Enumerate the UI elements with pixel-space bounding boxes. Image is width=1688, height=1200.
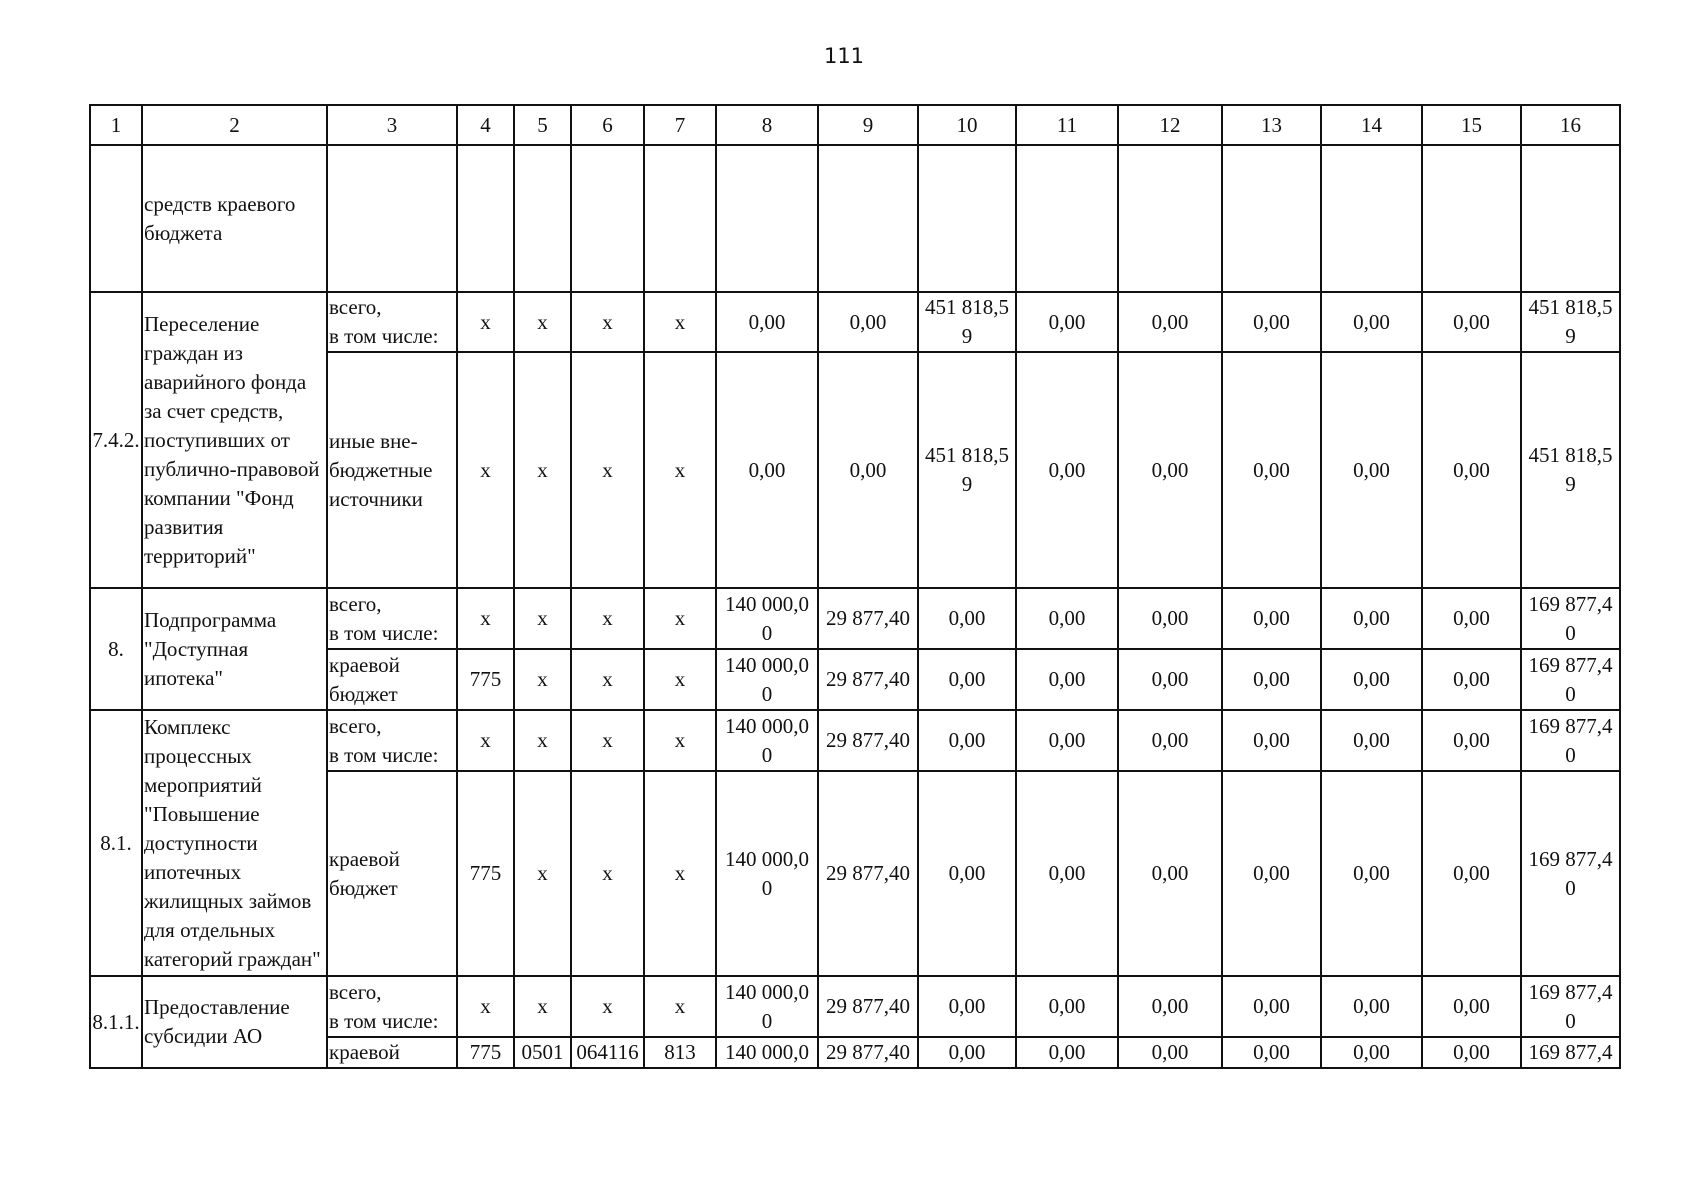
cell: x xyxy=(514,771,571,976)
item-name: Комплекс процессных мероприятий "Повышение доступности ипотечных жилищных займов для отдельных категорий граждан" xyxy=(142,710,327,976)
funding-source: всего, в том числе: xyxy=(327,976,457,1037)
cell: 0,00 xyxy=(1222,588,1321,649)
item-number: 7.4.2. xyxy=(90,292,142,588)
cell: 0,00 xyxy=(1016,771,1118,976)
header-cell: 1 xyxy=(90,105,142,145)
cell: x xyxy=(457,976,514,1037)
item-number: 8.1. xyxy=(90,710,142,976)
header-cell: 13 xyxy=(1222,105,1321,145)
cell: 0,00 xyxy=(1422,649,1521,710)
cell: 0,00 xyxy=(918,771,1016,976)
cell: 0501 xyxy=(514,1037,571,1068)
cell: 169 877,4 0 xyxy=(1521,771,1620,976)
funding-source: всего, в том числе: xyxy=(327,710,457,771)
cell: 0,00 xyxy=(1118,771,1222,976)
cell xyxy=(1222,145,1321,292)
cell: x xyxy=(571,352,644,588)
header-cell: 8 xyxy=(716,105,818,145)
cell: x xyxy=(571,771,644,976)
cell: 451 818,5 9 xyxy=(1521,292,1620,352)
item-number: 8.1.1. xyxy=(90,976,142,1068)
cell: 0,00 xyxy=(1422,976,1521,1037)
cell xyxy=(571,145,644,292)
cell: x xyxy=(514,352,571,588)
cell: x xyxy=(514,649,571,710)
cell: 0,00 xyxy=(1222,710,1321,771)
cell: 0,00 xyxy=(1222,771,1321,976)
header-cell: 15 xyxy=(1422,105,1521,145)
cell: 0,00 xyxy=(1321,771,1422,976)
cell: 140 000,0 0 xyxy=(716,771,818,976)
item-name: Предоставление субсидии АО xyxy=(142,976,327,1068)
cell: 0,00 xyxy=(1118,649,1222,710)
cell: 140 000,0 0 xyxy=(716,710,818,771)
cell: 0,00 xyxy=(818,292,918,352)
cell: 0,00 xyxy=(1222,1037,1321,1068)
cell: 0,00 xyxy=(918,649,1016,710)
cell: 140 000,0 0 xyxy=(716,588,818,649)
cell: x xyxy=(644,710,716,771)
header-cell: 6 xyxy=(571,105,644,145)
cell: 0,00 xyxy=(1016,352,1118,588)
cell: 29 877,40 xyxy=(818,771,918,976)
cell: x xyxy=(457,292,514,352)
cell xyxy=(1521,145,1620,292)
cell: 0,00 xyxy=(1422,771,1521,976)
cell: 775 xyxy=(457,649,514,710)
cell: x xyxy=(457,588,514,649)
cell: x xyxy=(644,588,716,649)
cell xyxy=(327,145,457,292)
funding-source: краевой xyxy=(327,1037,457,1068)
cell: 451 818,5 9 xyxy=(918,292,1016,352)
table-row xyxy=(90,145,1620,292)
header-cell: 9 xyxy=(818,105,918,145)
cell: 169 877,4 0 xyxy=(1521,710,1620,771)
cell xyxy=(90,145,142,292)
cell: 813 xyxy=(644,1037,716,1068)
table-row xyxy=(90,976,1620,1037)
funding-source: краевой бюджет xyxy=(327,771,457,976)
header-cell: 5 xyxy=(514,105,571,145)
cell xyxy=(716,145,818,292)
cell xyxy=(1016,145,1118,292)
cell: 0,00 xyxy=(1321,976,1422,1037)
cell xyxy=(514,145,571,292)
cell: x xyxy=(571,976,644,1037)
cell: 0,00 xyxy=(1118,352,1222,588)
cell: 169 877,4 xyxy=(1521,1037,1620,1068)
cell: 0,00 xyxy=(1016,710,1118,771)
cell: x xyxy=(644,771,716,976)
cell: 0,00 xyxy=(918,1037,1016,1068)
cell xyxy=(918,145,1016,292)
cell: 0,00 xyxy=(918,710,1016,771)
header-row xyxy=(90,105,1620,145)
cell: 775 xyxy=(457,771,514,976)
cell xyxy=(644,145,716,292)
cell: 0,00 xyxy=(1222,649,1321,710)
cell: 451 818,5 9 xyxy=(1521,352,1620,588)
header-cell: 10 xyxy=(918,105,1016,145)
cell: 0,00 xyxy=(1016,649,1118,710)
cell: 0,00 xyxy=(918,588,1016,649)
cell: 140 000,0 xyxy=(716,1037,818,1068)
funding-source: иные вне- бюджетные источники xyxy=(327,352,457,588)
cell xyxy=(457,145,514,292)
item-number: 8. xyxy=(90,588,142,710)
header-cell: 16 xyxy=(1521,105,1620,145)
cell: 775 xyxy=(457,1037,514,1068)
cell: x xyxy=(644,352,716,588)
cell: 0,00 xyxy=(1422,1037,1521,1068)
cell: 0,00 xyxy=(1321,649,1422,710)
cell: 0,00 xyxy=(1321,588,1422,649)
cell: 0,00 xyxy=(1321,710,1422,771)
cell: 29 877,40 xyxy=(818,649,918,710)
header-cell: 2 xyxy=(142,105,327,145)
funding-source: всего, в том числе: xyxy=(327,292,457,352)
cell: x xyxy=(457,710,514,771)
cell: 0,00 xyxy=(1422,352,1521,588)
header-cell: 12 xyxy=(1118,105,1222,145)
cell: 169 877,4 0 xyxy=(1521,976,1620,1037)
cell: 0,00 xyxy=(1321,352,1422,588)
cell: x xyxy=(514,292,571,352)
cell: 0,00 xyxy=(1016,976,1118,1037)
funding-source: краевой бюджет xyxy=(327,649,457,710)
cell: x xyxy=(644,976,716,1037)
cell: 0,00 xyxy=(1118,1037,1222,1068)
cell: 0,00 xyxy=(1321,292,1422,352)
cell: x xyxy=(514,588,571,649)
cell: 0,00 xyxy=(1118,292,1222,352)
cell: 29 877,40 xyxy=(818,1037,918,1068)
cell: 169 877,4 0 xyxy=(1521,588,1620,649)
cell xyxy=(1422,145,1521,292)
cell: 451 818,5 9 xyxy=(918,352,1016,588)
item-name: Подпрограмма "Доступная ипотека" xyxy=(142,588,327,710)
cell: 0,00 xyxy=(1222,292,1321,352)
cell: 29 877,40 xyxy=(818,710,918,771)
cell: 0,00 xyxy=(818,352,918,588)
table-row xyxy=(90,292,1620,352)
cell: x xyxy=(644,649,716,710)
header-cell: 14 xyxy=(1321,105,1422,145)
cell: 064116 xyxy=(571,1037,644,1068)
cell: x xyxy=(457,352,514,588)
page-number: 111 xyxy=(823,44,865,68)
cell: 140 000,0 0 xyxy=(716,976,818,1037)
cell: 0,00 xyxy=(1016,292,1118,352)
cell xyxy=(1321,145,1422,292)
cell: 0,00 xyxy=(1118,710,1222,771)
cell: 0,00 xyxy=(1118,588,1222,649)
header-cell: 11 xyxy=(1016,105,1118,145)
cell: x xyxy=(514,710,571,771)
cell: x xyxy=(644,292,716,352)
cell: 0,00 xyxy=(1016,588,1118,649)
cell: x xyxy=(571,710,644,771)
cell: x xyxy=(571,588,644,649)
cell: 29 877,40 xyxy=(818,588,918,649)
budget-table xyxy=(89,104,1621,1069)
cell: 29 877,40 xyxy=(818,976,918,1037)
cell: 169 877,4 0 xyxy=(1521,649,1620,710)
cell: 0,00 xyxy=(1321,1037,1422,1068)
cell: x xyxy=(514,976,571,1037)
cell xyxy=(818,145,918,292)
cell: 0,00 xyxy=(918,976,1016,1037)
cell: 0,00 xyxy=(1016,1037,1118,1068)
header-cell: 4 xyxy=(457,105,514,145)
cell: 140 000,0 0 xyxy=(716,649,818,710)
item-name: Переселение граждан из аварийного фонда за счет средств, поступивших от публично-правовой компании "Фонд развития территорий" xyxy=(142,292,327,588)
funding-source: всего, в том числе: xyxy=(327,588,457,649)
cell xyxy=(1118,145,1222,292)
header-cell: 3 xyxy=(327,105,457,145)
item-name: средств краевого бюджета xyxy=(142,145,327,292)
table-row xyxy=(90,710,1620,771)
header-cell: 7 xyxy=(644,105,716,145)
table-row xyxy=(90,588,1620,649)
cell: 0,00 xyxy=(1222,352,1321,588)
cell: 0,00 xyxy=(716,292,818,352)
cell: x xyxy=(571,649,644,710)
cell: 0,00 xyxy=(1422,292,1521,352)
cell: x xyxy=(571,292,644,352)
cell: 0,00 xyxy=(1118,976,1222,1037)
cell: 0,00 xyxy=(1422,588,1521,649)
cell: 0,00 xyxy=(1422,710,1521,771)
cell: 0,00 xyxy=(1222,976,1321,1037)
cell: 0,00 xyxy=(716,352,818,588)
